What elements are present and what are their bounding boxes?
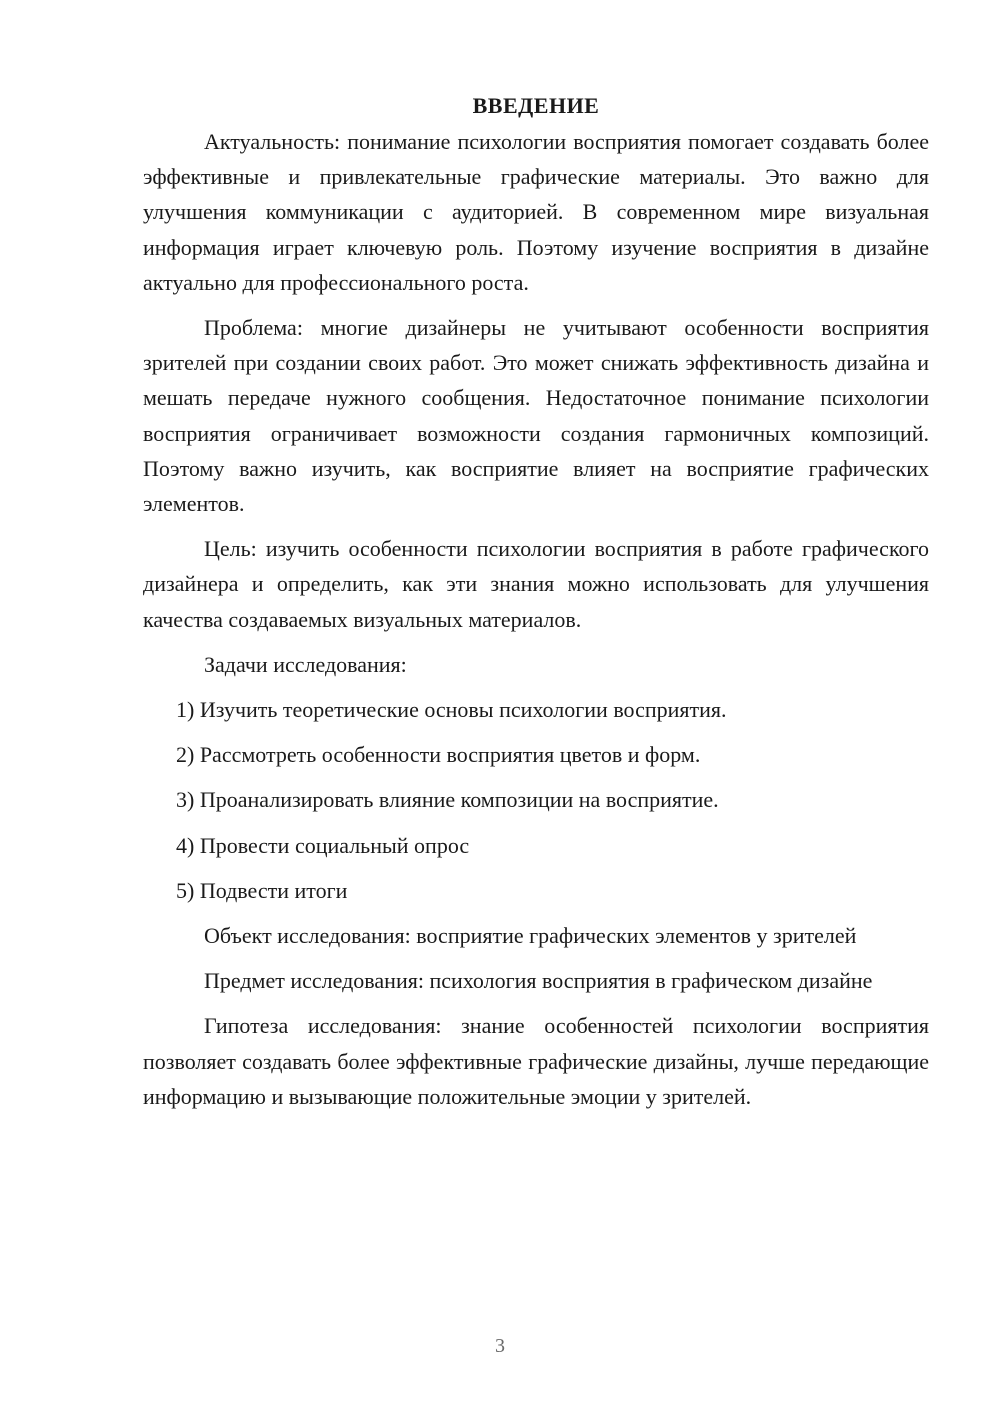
task-item: 1) Изучить теоретические основы психологии восприятия. [176,697,727,723]
task-item: 4) Провести социальный опрос [176,832,470,858]
task-item: 5) Подвести итоги [176,877,348,903]
page-title: ВВЕДЕНИЕ [472,93,600,118]
problem-paragraph: Проблема: многие дизайнеры не учитывают особенности восприятия зрителей при создании своих работ. Это может снижать эффективность дизайна и мешать передаче нужного сообщения. Недостаточное понимание психологии восприятия ограничивает возможности создания гармоничных композиций. Поэтому важно изучить, как восприятие влияет на восприятие графических элементов. [143,315,929,517]
tasks-list [143,692,929,908]
object-paragraph: Объект исследования: восприятие графических элементов у зрителей [204,923,857,949]
document-page [143,88,929,1124]
page-number: 3 [495,1335,505,1357]
task-item: 3) Проанализировать влияние композиции на восприятие. [176,787,719,813]
hypothesis-paragraph: Гипотеза исследования: знание особенностей психологии восприятия позволяет создавать более эффективные графические дизайны, лучше передающие информацию и вызывающие положительные эмоции у зрителей. [143,1013,929,1109]
subject-paragraph: Предмет исследования: психология восприятия в графическом дизайне [204,968,873,994]
task-item: 2) Рассмотреть особенности восприятия цветов и форм. [176,742,701,768]
goal-paragraph: Цель: изучить особенности психологии восприятия в работе графического дизайнера и определить, как эти знания можно использовать для улучшения качества создаваемых визуальных материалов. [143,536,929,632]
tasks-heading: Задачи исследования: [204,651,407,677]
relevance-paragraph: Актуальность: понимание психологии восприятия помогает создавать более эффективные и привлекательные графические материалы. Это важно для улучшения коммуникации с аудиторией. В современном мире визуальная информация играет ключевую роль. Поэтому изучение восприятия в дизайне актуально для профессионального роста. [143,129,929,295]
